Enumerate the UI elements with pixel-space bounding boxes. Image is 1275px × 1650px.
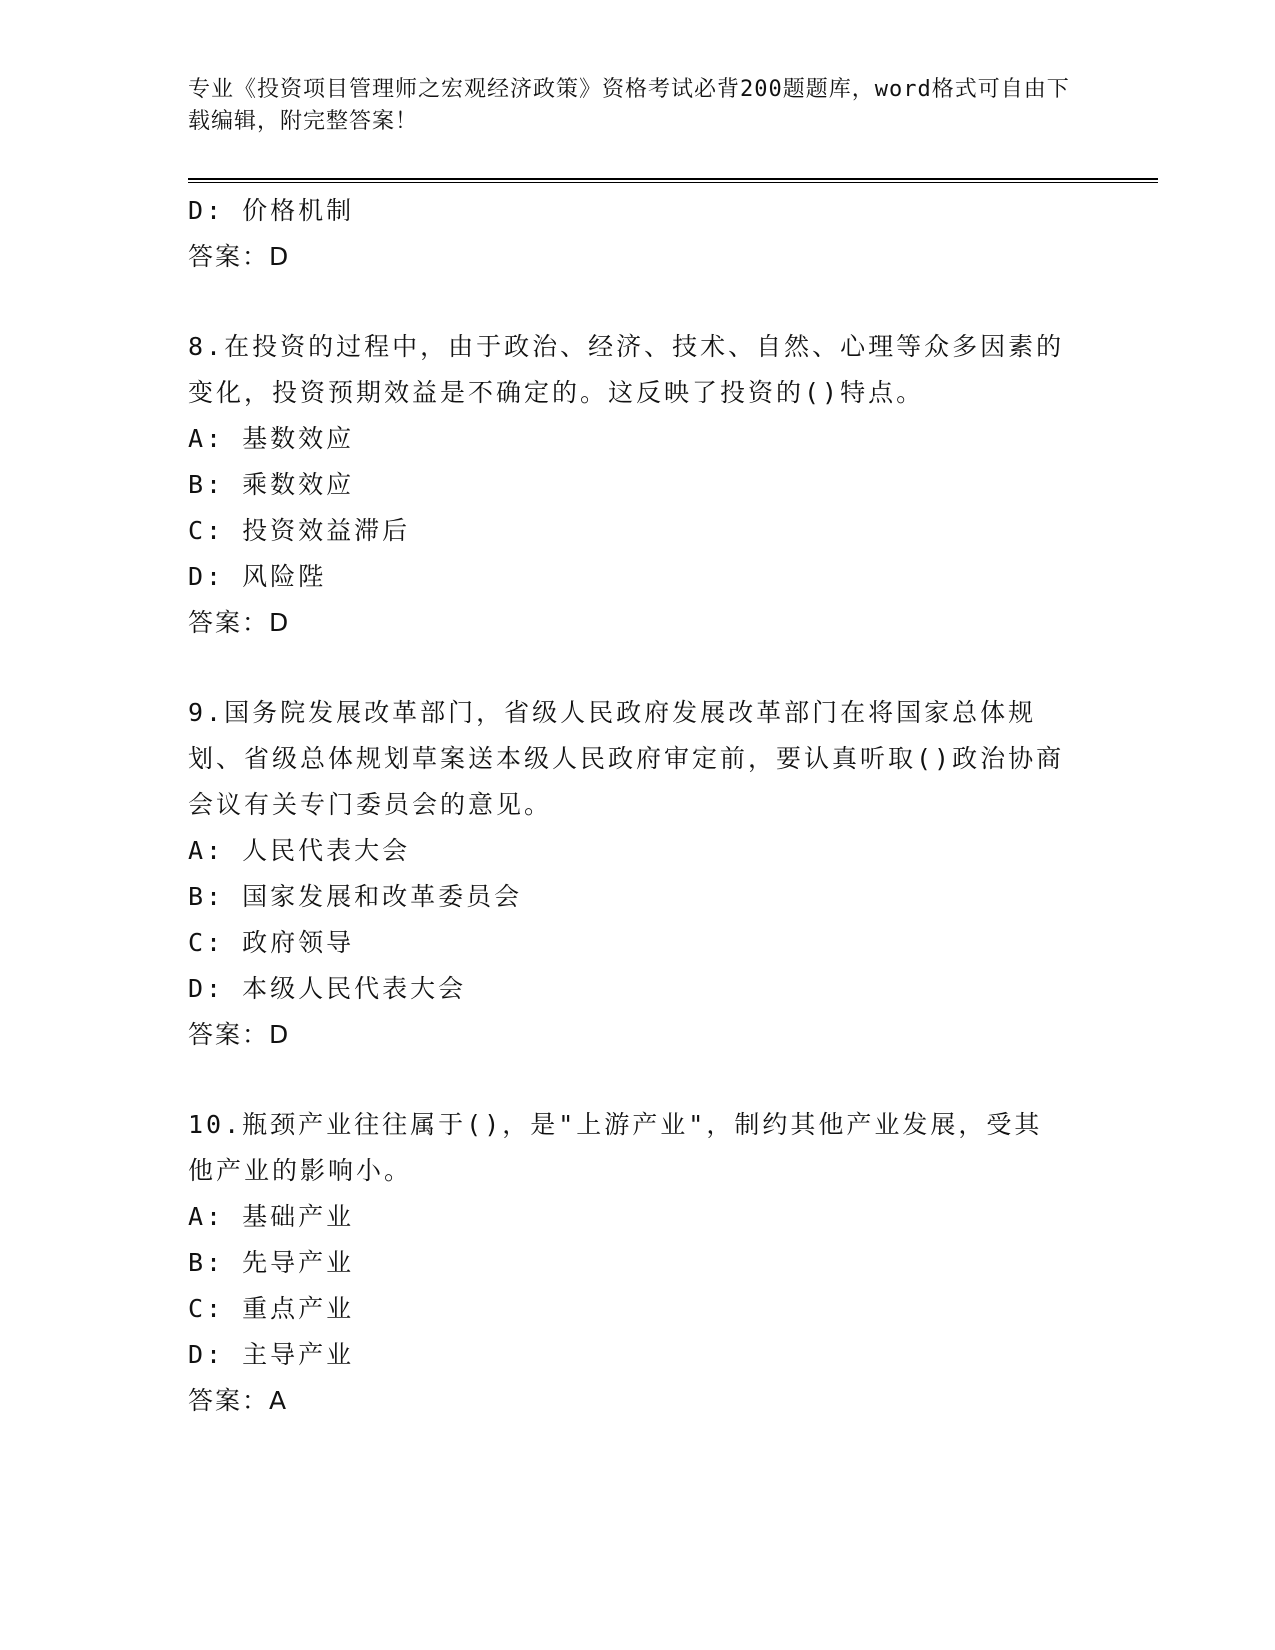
header-divider [188,178,1158,183]
option-c: C: 投资效益滞后 [188,516,411,545]
answer: 答案：D [188,1020,291,1049]
option-d: D: 主导产业 [188,1340,355,1369]
question-9 [188,690,1088,1058]
prev-option-d: D: 价格机制 [188,196,355,225]
prev-answer: 答案：D [188,242,291,271]
question-content [188,188,1088,1424]
question-stem: 9.国务院发展改革部门，省级人民政府发展改革部门在将国家总体规划、省级总体规划草案送本级人民政府审定前，要认真听取()政治协商会议有关专门委员会的意见。 [188,698,1065,819]
question-8 [188,324,1088,646]
option-d: D: 风险陛 [188,562,327,591]
question-10 [188,1102,1088,1424]
option-c: C: 重点产业 [188,1294,355,1323]
answer: 答案：D [188,608,291,637]
option-b: B: 国家发展和改革委员会 [188,882,523,911]
option-b: B: 先导产业 [188,1248,355,1277]
option-d: D: 本级人民代表大会 [188,974,467,1003]
document-header: 专业《投资项目管理师之宏观经济政策》资格考试必背200题题库，word格式可自由下载编辑，附完整答案！ [188,77,1070,134]
question-stem: 8.在投资的过程中，由于政治、经济、技术、自然、心理等众多因素的变化，投资预期效益是不确定的。这反映了投资的()特点。 [188,332,1065,407]
option-a: A: 基数效应 [188,424,355,453]
option-b: B: 乘数效应 [188,470,355,499]
option-a: A: 基础产业 [188,1202,355,1231]
answer: 答案：A [188,1386,289,1415]
question-stem: 10.瓶颈产业往往属于()，是"上游产业"，制约其他产业发展，受其他产业的影响小。 [188,1110,1043,1185]
option-c: C: 政府领导 [188,928,355,957]
option-a: A: 人民代表大会 [188,836,411,865]
